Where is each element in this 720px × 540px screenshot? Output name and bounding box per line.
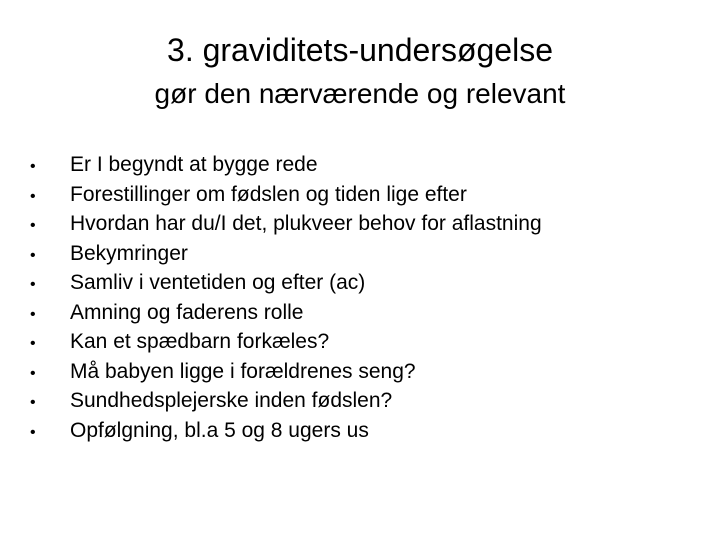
bullet-item: [30, 386, 690, 416]
bullet-item: [30, 327, 690, 357]
bullet-item: [30, 416, 690, 446]
bullet-icon: •: [30, 246, 36, 264]
bullet-icon: •: [30, 335, 36, 352]
bullet-item: [30, 180, 690, 210]
bullet-item: [30, 150, 690, 180]
bullet-text: Opfølgning, bl.a 5 og 8 ugers us: [70, 418, 369, 442]
bullet-item: [30, 298, 690, 328]
bullet-text: Er I begyndt at bygge rede: [70, 153, 318, 176]
bullet-item: [30, 239, 690, 269]
bullet-text: Samliv i ventetiden og efter (ac): [70, 271, 366, 294]
bullet-text: Hvordan har du/I det, plukveer behov for aflastning: [70, 212, 542, 235]
bullet-icon: •: [30, 394, 36, 411]
bullet-icon: •: [30, 423, 36, 441]
slide-subtitle: gør den nærværende og relevant: [154, 78, 566, 109]
bullet-icon: •: [30, 158, 36, 175]
bullet-item: [30, 268, 690, 298]
bullet-text: Forestillinger om fødslen og tiden lige efter: [70, 182, 467, 206]
bullet-icon: •: [30, 305, 36, 323]
slide-title: 3. graviditets-undersøgelse: [167, 32, 553, 68]
bullet-text: Amning og faderens rolle: [70, 300, 304, 324]
bullet-icon: •: [30, 364, 36, 382]
bullet-item: [30, 209, 690, 239]
bullet-text: Kan et spædbarn forkæles?: [70, 330, 330, 353]
bullet-text: Bekymringer: [70, 241, 188, 265]
bullet-text: Må babyen ligge i forældrenes seng?: [70, 359, 416, 383]
bullet-item: [30, 357, 690, 387]
bullet-icon: •: [30, 217, 36, 234]
bullet-icon: •: [30, 276, 36, 293]
bullet-text: Sundhedsplejerske inden fødslen?: [70, 389, 393, 412]
bullet-list: [30, 150, 690, 445]
bullet-icon: •: [30, 187, 36, 205]
